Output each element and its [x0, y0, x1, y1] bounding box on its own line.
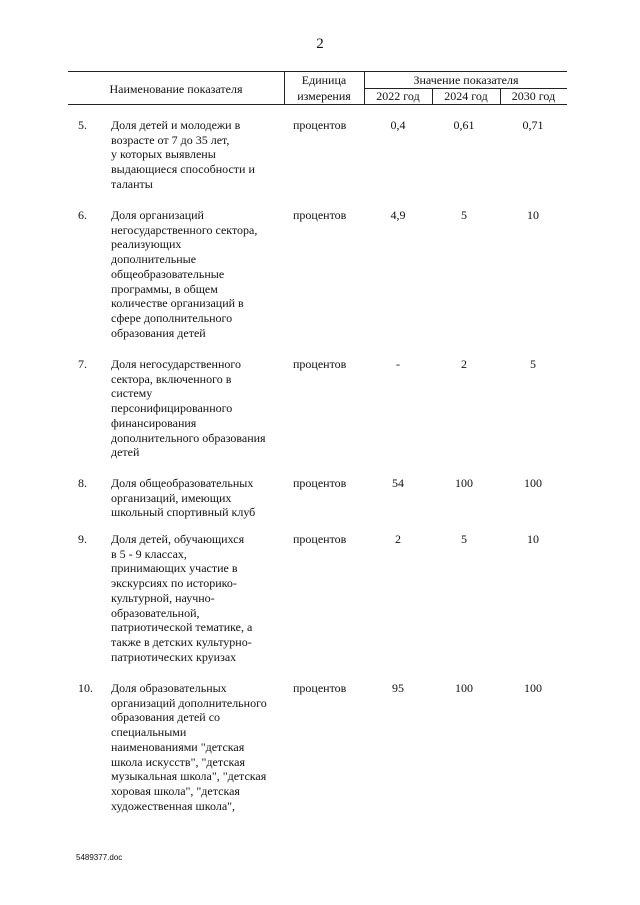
row-name: Доля негосударственного сектора, включенного в систему персонифицированного финансирования дополнительного образования детей — [111, 357, 266, 460]
row-unit: процентов — [293, 357, 347, 371]
row-unit: процентов — [293, 208, 347, 222]
row-number: 5. — [78, 118, 87, 132]
header-col-unit-line1: Единица — [301, 73, 347, 87]
row-number: 8. — [78, 476, 87, 490]
header-top-rule — [68, 71, 567, 72]
row-value-2024: 100 — [455, 476, 473, 490]
header-year-2030: 2030 год — [511, 89, 556, 103]
row-name: Доля детей и молодежи в возрасте от 7 до 35 лет, у которых выявлены выдающиеся способности и таланты — [111, 118, 255, 191]
row-value-2030: 10 — [527, 532, 539, 546]
row-value-2030: 5 — [530, 357, 536, 371]
header-col-name: Наименование показателя — [109, 82, 243, 96]
page-number: 2 — [316, 36, 324, 52]
row-unit: процентов — [293, 532, 347, 546]
row-value-2022: - — [396, 357, 400, 371]
row-unit: процентов — [293, 118, 347, 132]
row-value-2022: 54 — [392, 476, 404, 490]
header-year-2022: 2022 год — [376, 89, 420, 103]
header-year-2024: 2024 год — [444, 89, 488, 103]
row-name: Доля образовательных организаций дополнительного образования детей со специальными наименованиями "детская школа искусств", "детская музыкальная школа", "детская хоровая школа", "детская художественная школа", — [111, 681, 267, 813]
row-value-2022: 4,9 — [390, 208, 406, 222]
header-col-value: Значение показателя — [413, 73, 519, 87]
row-name: Доля детей, обучающихся в 5 - 9 классах, принимающих участие в экскурсиях по историко- культурной, научно- образовательной, патриотической тематике, а также в детских культурно- патриотических круизах — [111, 532, 253, 664]
row-unit: процентов — [293, 681, 347, 695]
header-divider-unit — [284, 71, 285, 104]
table-header — [0, 0, 640, 110]
document-filename: 5489377.doc — [76, 853, 123, 862]
row-name: Доля общеобразовательных организаций, имеющих школьный спортивный клуб — [111, 476, 256, 520]
row-name: Доля организаций негосударственного сектора, реализующих дополнительные общеобразовательные программы, в общем количестве организаций в сфере дополнительного образования детей — [111, 208, 258, 340]
row-value-2024: 0,61 — [453, 118, 475, 132]
row-number: 7. — [78, 357, 87, 371]
row-value-2024: 2 — [461, 357, 467, 371]
header-col-unit-line2: измерения — [297, 89, 351, 103]
row-value-2030: 100 — [524, 476, 542, 490]
header-bottom-rule — [68, 104, 567, 105]
row-value-2022: 2 — [395, 532, 401, 546]
row-value-2030: 0,71 — [522, 118, 544, 132]
row-number: 10. — [78, 681, 93, 695]
row-number: 9. — [78, 532, 87, 546]
row-value-2030: 10 — [527, 208, 539, 222]
row-value-2022: 95 — [392, 681, 404, 695]
row-number: 6. — [78, 208, 87, 222]
row-value-2022: 0,4 — [390, 118, 406, 132]
row-value-2024: 5 — [461, 532, 467, 546]
row-value-2024: 100 — [455, 681, 473, 695]
row-unit: процентов — [293, 476, 347, 490]
row-value-2030: 100 — [524, 681, 542, 695]
row-value-2024: 5 — [461, 208, 467, 222]
